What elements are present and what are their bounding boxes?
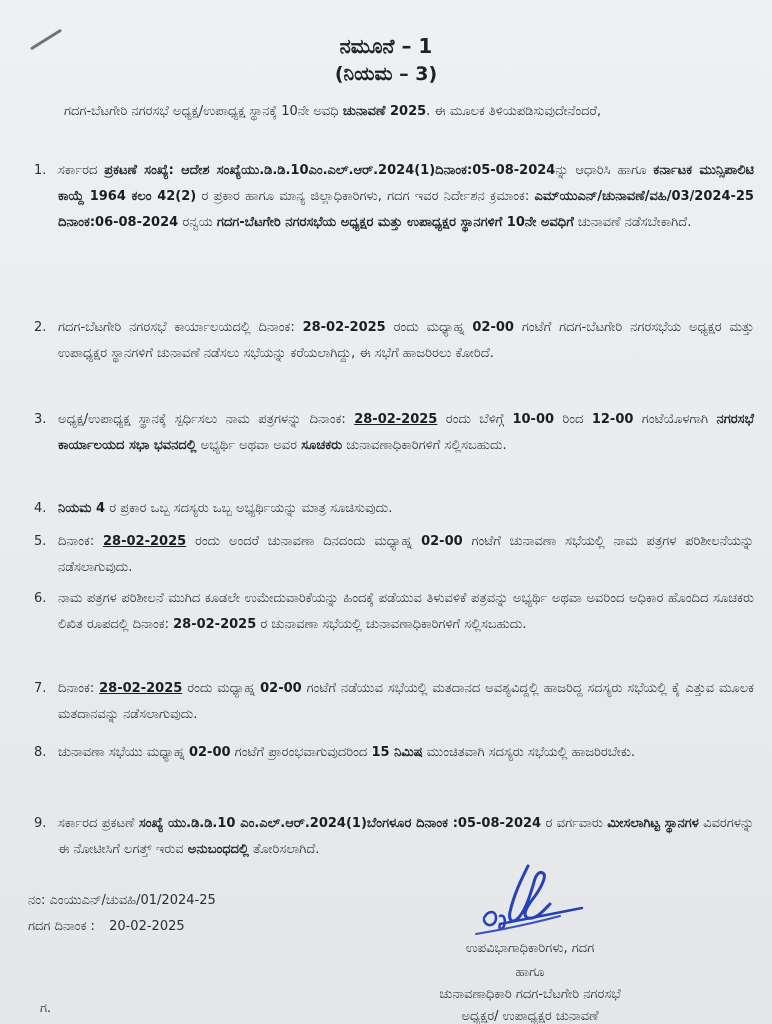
clause-run: ನಾಮ ಪತ್ರಗಳ ಪರಿಶೀಲನೆ ಮುಗಿದ ಕೂಡಲೇ ಉಮೇದುವಾರಿಕೆಯನ್ನು ಹಿಂದಕ್ಕೆ ಪಡೆಯುವ ತಿಳುವಳಿಕೆ ಪತ್ರವನ್ನು ಅಭ್ಯರ್ಥಿ ಅಥವಾ ಅವರಿಂದ ಅಧಿಕಾರ ಹೊಂದಿದ ಸೂಚಕರು ಲಿಖಿತ ರೂಪದಲ್ಲಿ ದಿನಾಂಕ: xyxy=(58,591,754,632)
form-title: ನಮೂನೆ – 1 xyxy=(339,34,433,58)
clause-emphasis: 02-00 xyxy=(472,320,514,335)
clause-run: ತೋರಿಸಲಾಗಿದೆ. xyxy=(248,842,320,857)
clause-run: ರ ಚುನಾವಣಾ ಸಭೆಯಲ್ಲಿ ಚುನಾವಣಾಧಿಕಾರಿಗಳಿಗೆ ಸಲ್ಲಿಸಬಹುದು. xyxy=(256,617,527,632)
clause-9 xyxy=(34,811,754,863)
clause-number: 9. xyxy=(34,816,47,831)
clause-emphasis: ಗದಗ-ಬೆಟಗೇರಿ ನಗರಸಭೆಯ ಅಧ್ಯಕ್ಷರ ಮತ್ತು ಉಪಾಧ್ಯಕ್ಷರ ಸ್ಥಾನಗಳಿಗೆ 10ನೇ ಅವಧಿಗೆ xyxy=(216,215,574,230)
clause-run: ರಂದು ಮಧ್ಯಾಹ್ನ xyxy=(182,681,261,696)
date-label: ಗದಗ ದಿನಾಂಕ : xyxy=(28,919,95,934)
signatory-designation: ಉಪವಿಭಾಗಾಧಿಕಾರಿಗಳು, ಗದಗ xyxy=(465,941,595,956)
clause-run: ಅಭ್ಯರ್ಥಿ ಅಥವಾ ಅವರ xyxy=(196,438,302,453)
clause-emphasis: 28-02-2025 xyxy=(302,320,386,335)
clause-2 xyxy=(34,315,754,367)
clause-run: ಮುಂಚಿತವಾಗಿ ಸದಸ್ಯರು ಸಭೆಯಲ್ಲಿ ಹಾಜರಿರಬೇಕು. xyxy=(422,745,636,760)
clause-run: ರಂದು ಬೆಳಿಗ್ಗೆ xyxy=(437,412,513,427)
clause-emphasis: ನಗರಸಭೆ ಕಾರ್ಯಾಲಯದ ಸಭಾ ಭವನದಲ್ಲಿ xyxy=(58,412,754,453)
date-value: 20-02-2025 xyxy=(109,919,185,934)
signatory-conjunction: ಹಾಗೂ xyxy=(515,965,545,980)
clause-emphasis: 28-02-2025 xyxy=(173,617,257,632)
clause-number: 1. xyxy=(34,163,47,178)
clause-run: ರ ಪ್ರಕಾರ ಹಾಗೂ ಮಾನ್ಯ ಜಿಲ್ಲಾಧಿಕಾರಿಗಳು, ಗದಗ ಇವರ ನಿರ್ದೇಶನ ಕ್ರಮಾಂಕ: xyxy=(196,189,535,204)
signature-scribble xyxy=(470,860,590,940)
clause-emphasis: 28-02-2025 xyxy=(354,412,438,427)
clause-run: ರಂದು ಮಧ್ಯಾಹ್ನ xyxy=(385,320,473,335)
clause-run: ರ ವರ್ಗವಾರು xyxy=(541,816,608,831)
clause-run: ಸರ್ಕಾರದ xyxy=(58,163,105,178)
clause-text xyxy=(58,529,754,581)
corner-mark: ಗ. xyxy=(40,1001,52,1016)
clause-text xyxy=(58,496,754,522)
clause-run: ರ ಪ್ರಕಾರ ಒಬ್ಬ ಸದಸ್ಯರು ಒಬ್ಬ ಅಭ್ಯರ್ಥಿಯನ್ನು ಮಾತ್ರ ಸೂಚಿಸುವುದು. xyxy=(105,501,393,516)
clause-text xyxy=(58,407,754,459)
clause-7 xyxy=(34,676,754,728)
clause-emphasis: ಪ್ರಕಟಣೆ ಸಂಖ್ಯೆ: ಆದೇಶ ಸಂಖ್ಯೆಯು.ಡಿ.ಡಿ.10ಎಂ.ಎಲ್.ಆರ್.2024(1)ದಿನಾಂಕ:05-08-2024 xyxy=(104,163,556,178)
clause-run: ರಂದು ಅಂದರೆ ಚುನಾವಣಾ ದಿನದಂದು ಮಧ್ಯಾಹ್ನ xyxy=(186,534,422,549)
clause-text xyxy=(58,315,754,367)
clause-3 xyxy=(34,407,754,459)
clause-run: ಗಂಟೆಗೆ ಗದಗ-ಬೆಟಗೇರಿ ನಗರಸಭೆಯ ಅಧ್ಯಕ್ಷರ ಮತ್ತು ಉಪಾಧ್ಯಕ್ಷರ ಸ್ಥಾನಗಳಿಗೆ ಚುನಾವಣೆ ನಡೆಸಲು ಸಭೆಯನ್ನು ಕರೆಯಲಾಗಿದ್ದು, ಈ ಸಭೆಗೆ ಹಾಜರಿರಲು ಕೋರಿದೆ. xyxy=(58,320,754,361)
intro-text: ಗದಗ-ಬೆಟಗೇರಿ ನಗರಸಭೆ ಅಧ್ಯಕ್ಷ/ಉಪಾಧ್ಯಕ್ಷ ಸ್ಥಾನಕ್ಕೆ 10ನೇ ಅವಧಿ xyxy=(64,104,343,119)
clause-run: ಚುನಾವಣಾ ಸಭೆಯು ಮಧ್ಯಾಹ್ನ xyxy=(58,745,189,760)
clause-number: 8. xyxy=(34,745,47,760)
clause-number: 5. xyxy=(34,534,47,549)
clause-run: ಗಂಟೆಯೊಳಗಾಗಿ xyxy=(633,412,717,427)
signatory-office: ಚುನಾವಣಾಧಿಕಾರಿ ಗದಗ-ಬೆಟಗೇರಿ ನಗರಸಭೆ xyxy=(439,987,621,1002)
clause-run: ಚುನಾವಣಾಧಿಕಾರಿಗಳಿಗೆ ಸಲ್ಲಿಸಬಹುದು. xyxy=(342,438,507,453)
signatory-election: ಅಧ್ಯಕ್ಷರ/ ಉಪಾಧ್ಯಕ್ಷರ ಚುನಾವಣೆ xyxy=(461,1009,599,1024)
clause-run: ಗಂಟೆಗೆ ಪ್ರಾರಂಭವಾಗುವುದರಿಂದ xyxy=(230,745,372,760)
clause-text xyxy=(58,586,754,638)
clause-8 xyxy=(34,740,754,766)
intro-paragraph xyxy=(64,97,754,126)
clause-emphasis: ಸೂಚಕರು xyxy=(301,438,343,453)
intro-text-end: . ಈ ಮೂಲಕ ತಿಳಿಯಪಡಿಸುವುದೇನೆಂದರೆ, xyxy=(426,104,602,119)
clause-emphasis: 28-02-2025 xyxy=(99,681,183,696)
clause-number: 7. xyxy=(34,681,47,696)
clause-emphasis: ಮೀಸಲಾಗಿಟ್ಟ ಸ್ಥಾನಗಳ xyxy=(607,816,699,831)
clause-emphasis: 12-00 xyxy=(591,412,634,427)
clause-emphasis: 28-02-2025 xyxy=(103,534,187,549)
clause-run: ಸರ್ಕಾರದ ಪ್ರಕಟಣೆ xyxy=(58,816,139,831)
clause-emphasis: ಸಂಖ್ಯೆ ಯು.ಡಿ.ಡಿ.10 ಎಂ.ಎಲ್.ಆರ್.2024(1)ಬೆಂಗಳೂರ ದಿನಾಂಕ :05-08-2024 xyxy=(138,816,542,831)
clause-run: ಗಂಟೆಗೆ ಚುನಾವಣಾ ಸಭೆಯಲ್ಲಿ ನಾಮ ಪತ್ರಗಳ ಪರಿಶೀಲನೆಯನ್ನು ನಡೆಸಲಾಗುವುದು. xyxy=(58,534,755,575)
clause-run: ದಿನಾಂಕ: xyxy=(58,534,103,549)
clause-emphasis: ನಿಯಮ 4 xyxy=(58,501,106,516)
clause-text xyxy=(58,740,754,766)
clause-6 xyxy=(34,586,754,638)
clause-emphasis: ಅನುಬಂಧದಲ್ಲಿ xyxy=(187,842,249,857)
clause-run: ದಿನಾಂಕ: xyxy=(58,681,100,696)
clause-emphasis: 02-00 xyxy=(188,745,231,760)
intro-election-year: ಚುನಾವಣೆ 2025 xyxy=(342,104,427,119)
clause-run: ಚುನಾವಣೆ ನಡೆಸಬೇಕಾಗಿದೆ. xyxy=(573,215,692,230)
clause-number: 6. xyxy=(34,591,47,606)
clause-number: 3. xyxy=(34,412,47,427)
clause-emphasis: 02-00 xyxy=(260,681,302,696)
clause-run: ವಿವರಗಳನ್ನು ಈ ನೋಟೀಸಿಗೆ ಲಗತ್ತ್ ಇರುವ xyxy=(58,816,754,857)
clause-emphasis: ಕರ್ನಾಟಕ ಮುನ್ಸಿಪಾಲಿಟಿ ಕಾಯ್ದೆ 1964 ಕಲಂ 42(2) xyxy=(58,163,755,204)
clause-run: ಗಂಟೆಗೆ ನಡೆಯುವ ಸಭೆಯಲ್ಲಿ ಮತದಾನದ ಅವಶ್ಯವಿದ್ದಲ್ಲಿ ಹಾಜರಿದ್ದ ಸದಸ್ಯರು ಸಭೆಯಲ್ಲಿ ಕೈ ಎತ್ತುವ ಮೂಲಕ ಮತದಾನವನ್ನು ನಡೆಸಲಾಗುವುದು. xyxy=(58,681,754,722)
place-date xyxy=(28,914,185,940)
clause-number: 2. xyxy=(34,320,47,335)
clause-emphasis: 10-00 xyxy=(512,412,555,427)
clause-number: 4. xyxy=(34,501,47,516)
clause-text xyxy=(58,676,754,728)
clause-4 xyxy=(34,496,754,522)
rule-subtitle: (ನಿಯಮ – 3) xyxy=(334,63,438,85)
clause-run: ನ್ನು ಆಧಾರಿಸಿ ಹಾಗೂ xyxy=(555,163,654,178)
clause-text xyxy=(58,158,754,236)
clause-5 xyxy=(34,529,755,581)
clause-emphasis: ಎಮ್‌ಯುಎನ್/ಚುನಾವಣೆ/ವಹಿ/03/2024-25 ದಿನಾಂಕ:06-08-2024 xyxy=(58,189,754,230)
clause-emphasis: 02-00 xyxy=(421,534,463,549)
clause-run: ಗದಗ-ಬೆಟಗೇರಿ ನಗರಸಭೆ ಕಾರ್ಯಾಲಯದಲ್ಲಿ ದಿನಾಂಕ: xyxy=(58,320,303,335)
clause-run: ಅಧ್ಯಕ್ಷ/ಉಪಾಧ್ಯಕ್ಷ ಸ್ಥಾನಕ್ಕೆ ಸ್ಪರ್ಧಿಸಲು ನಾಮ ಪತ್ರಗಳನ್ನು ದಿನಾಂಕ: xyxy=(58,412,355,427)
clause-1 xyxy=(34,158,755,236)
reference-number: ನಂ: ಎಂಯುಎನ್/ಚುವಹಿ/01/2024-25 xyxy=(28,893,216,908)
clause-run: ರಿಂದ xyxy=(554,412,592,427)
clause-run: ರನ್ವಯ xyxy=(178,215,217,230)
clause-emphasis: 15 ನಿಮಿಷ xyxy=(371,745,423,760)
clause-text xyxy=(58,811,754,863)
